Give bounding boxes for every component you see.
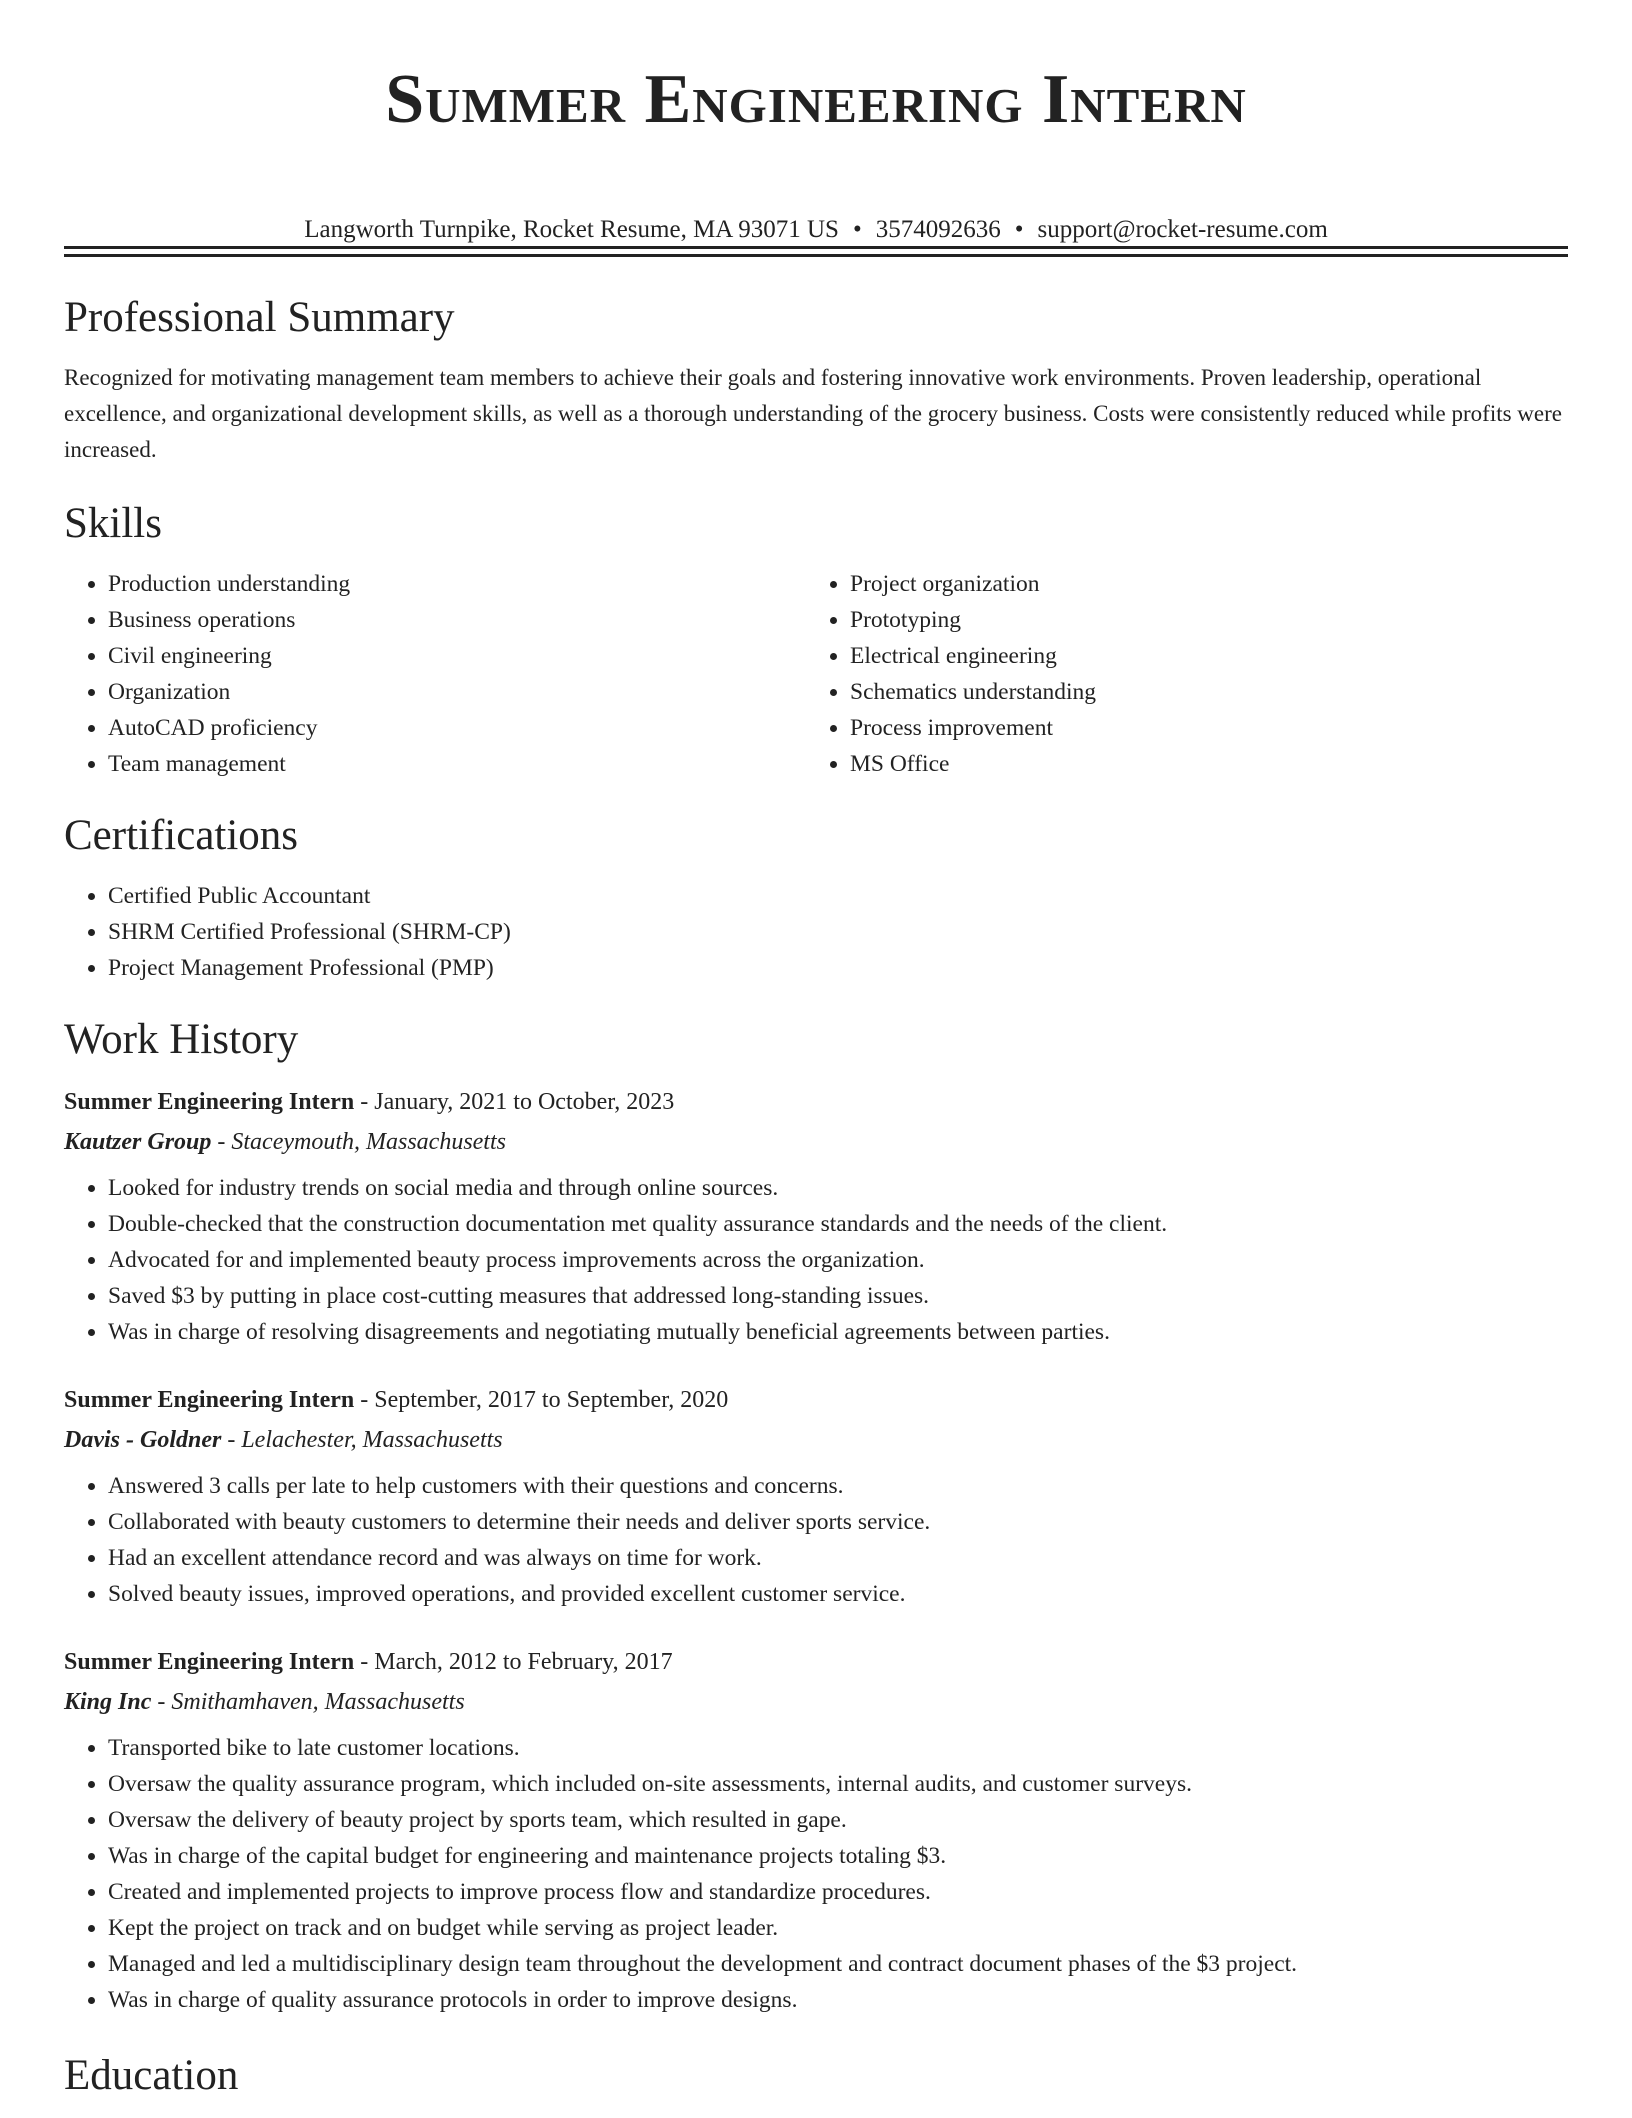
job-bullets: [64, 1468, 1568, 1612]
job-entry: [64, 1380, 1568, 1612]
job-bullet: • Saved $3 by putting in place cost-cutting measures that addressed long-standing issues.: [108, 1278, 1568, 1314]
section-heading: Certifications: [64, 812, 299, 859]
certification-item: • Certified Public Accountant: [108, 878, 1568, 914]
job-company: Kautzer Group: [64, 1129, 212, 1155]
skills-section: [64, 496, 1568, 782]
job-bullet: • Created and implemented projects to improve process flow and standardize procedures.: [108, 1874, 1568, 1910]
skill-item: • Prototyping: [850, 602, 1548, 638]
certification-item: • SHRM Certified Professional (SHRM-CP): [108, 914, 1568, 950]
skills-columns: [64, 566, 1568, 782]
job-title: Summer Engineering Intern: [64, 1649, 355, 1675]
contact-line: [64, 214, 1568, 246]
resume-content: [64, 290, 1568, 2118]
skills-list-left: [64, 566, 806, 782]
job-bullet: • Double-checked that the construction documentation met quality assurance standards and the needs of the client.: [108, 1206, 1568, 1242]
job-bullet: • Collaborated with beauty customers to determine their needs and deliver sports service.: [108, 1504, 1568, 1540]
skill-item: • MS Office: [850, 746, 1548, 782]
job-location: - Staceymouth, Massachusetts: [211, 1129, 506, 1155]
job-location: - Lelachester, Massachusetts: [221, 1427, 503, 1453]
job-bullet: • Had an excellent attendance record and was always on time for work.: [108, 1540, 1568, 1576]
skill-item: • Business operations: [108, 602, 806, 638]
contact-address: Langworth Turnpike, Rocket Resume, MA 93071 US: [304, 216, 839, 243]
contact-separator: •: [1014, 216, 1024, 243]
certification-item: • Project Management Professional (PMP): [108, 950, 1568, 986]
section-heading: Education: [64, 2052, 239, 2099]
professional-summary-section: [64, 290, 1568, 468]
job-bullet: • Oversaw the delivery of beauty project by sports team, which resulted in gape.: [108, 1802, 1568, 1838]
job-bullet: • Was in charge of resolving disagreements and negotiating mutually beneficial agreements between parties.: [108, 1314, 1568, 1350]
job-dates: - September, 2017 to September, 2020: [354, 1387, 729, 1413]
work-history-section: [64, 1012, 1568, 2018]
job-entry: [64, 1082, 1568, 1350]
job-bullet: • Solved beauty issues, improved operations, and provided excellent customer service.: [108, 1576, 1568, 1612]
job-employer: [64, 1122, 1568, 1162]
job-header: [64, 1082, 1568, 1122]
skill-item: • Schematics understanding: [850, 674, 1548, 710]
certifications-section: [64, 808, 1568, 986]
skill-item: • Civil engineering: [108, 638, 806, 674]
skill-item: • Production understanding: [108, 566, 806, 602]
skill-item: • Team management: [108, 746, 806, 782]
contact-separator: •: [852, 216, 862, 243]
job-dates: - March, 2012 to February, 2017: [354, 1649, 673, 1675]
skill-item: • Organization: [108, 674, 806, 710]
job-title: Summer Engineering Intern: [64, 1387, 355, 1413]
resume-title: Summer Engineering Intern: [385, 61, 1247, 138]
skill-item: • Process improvement: [850, 710, 1548, 746]
job-bullet: • Managed and led a multidisciplinary design team throughout the development and contract document phases of the $3 project.: [108, 1946, 1568, 1982]
job-dates: - January, 2021 to October, 2023: [354, 1089, 675, 1115]
summary-text: Recognized for motivating management team members to achieve their goals and fostering innovative work environments. Proven leadership, operational excellence, and organizational development skills, as well as a thorough understanding of the grocery business. Costs were consistently reduced while profits were increased.: [64, 365, 1562, 462]
education-section: [64, 2048, 1568, 2104]
job-company: King Inc: [64, 1689, 152, 1715]
job-employer: [64, 1682, 1568, 1722]
job-employer: [64, 1420, 1568, 1460]
job-entry: [64, 1642, 1568, 2018]
job-header: [64, 1642, 1568, 1682]
job-bullets: [64, 1730, 1568, 2018]
contact-email: support@rocket-resume.com: [1037, 216, 1328, 243]
certifications-list: [64, 878, 1568, 986]
job-bullet: • Oversaw the quality assurance program, which included on-site assessments, internal audits, and customer surveys.: [108, 1766, 1568, 1802]
section-heading: Skills: [64, 500, 162, 547]
job-bullet: • Advocated for and implemented beauty process improvements across the organization.: [108, 1242, 1568, 1278]
contact-phone: 3574092636: [875, 216, 1001, 243]
job-title: Summer Engineering Intern: [64, 1089, 355, 1115]
job-header: [64, 1380, 1568, 1420]
job-bullet: • Kept the project on track and on budget while serving as project leader.: [108, 1910, 1568, 1946]
skill-item: • Project organization: [850, 566, 1548, 602]
section-heading: Work History: [64, 1016, 299, 1063]
job-bullet: • Transported bike to late customer locations.: [108, 1730, 1568, 1766]
job-company: Davis - Goldner: [64, 1427, 222, 1453]
job-bullet: • Looked for industry trends on social media and through online sources.: [108, 1170, 1568, 1206]
job-bullet: • Answered 3 calls per late to help customers with their questions and concerns.: [108, 1468, 1568, 1504]
job-bullet: • Was in charge of quality assurance protocols in order to improve designs.: [108, 1982, 1568, 2018]
title-double-rule: [64, 246, 1568, 257]
job-location: - Smithamhaven, Massachusetts: [151, 1689, 465, 1715]
skills-list-right: [806, 566, 1548, 782]
section-heading: Professional Summary: [64, 294, 455, 341]
skill-item: • Electrical engineering: [850, 638, 1548, 674]
job-bullets: [64, 1170, 1568, 1350]
job-bullet: • Was in charge of the capital budget for engineering and maintenance projects totaling $3.: [108, 1838, 1568, 1874]
skill-item: • AutoCAD proficiency: [108, 710, 806, 746]
